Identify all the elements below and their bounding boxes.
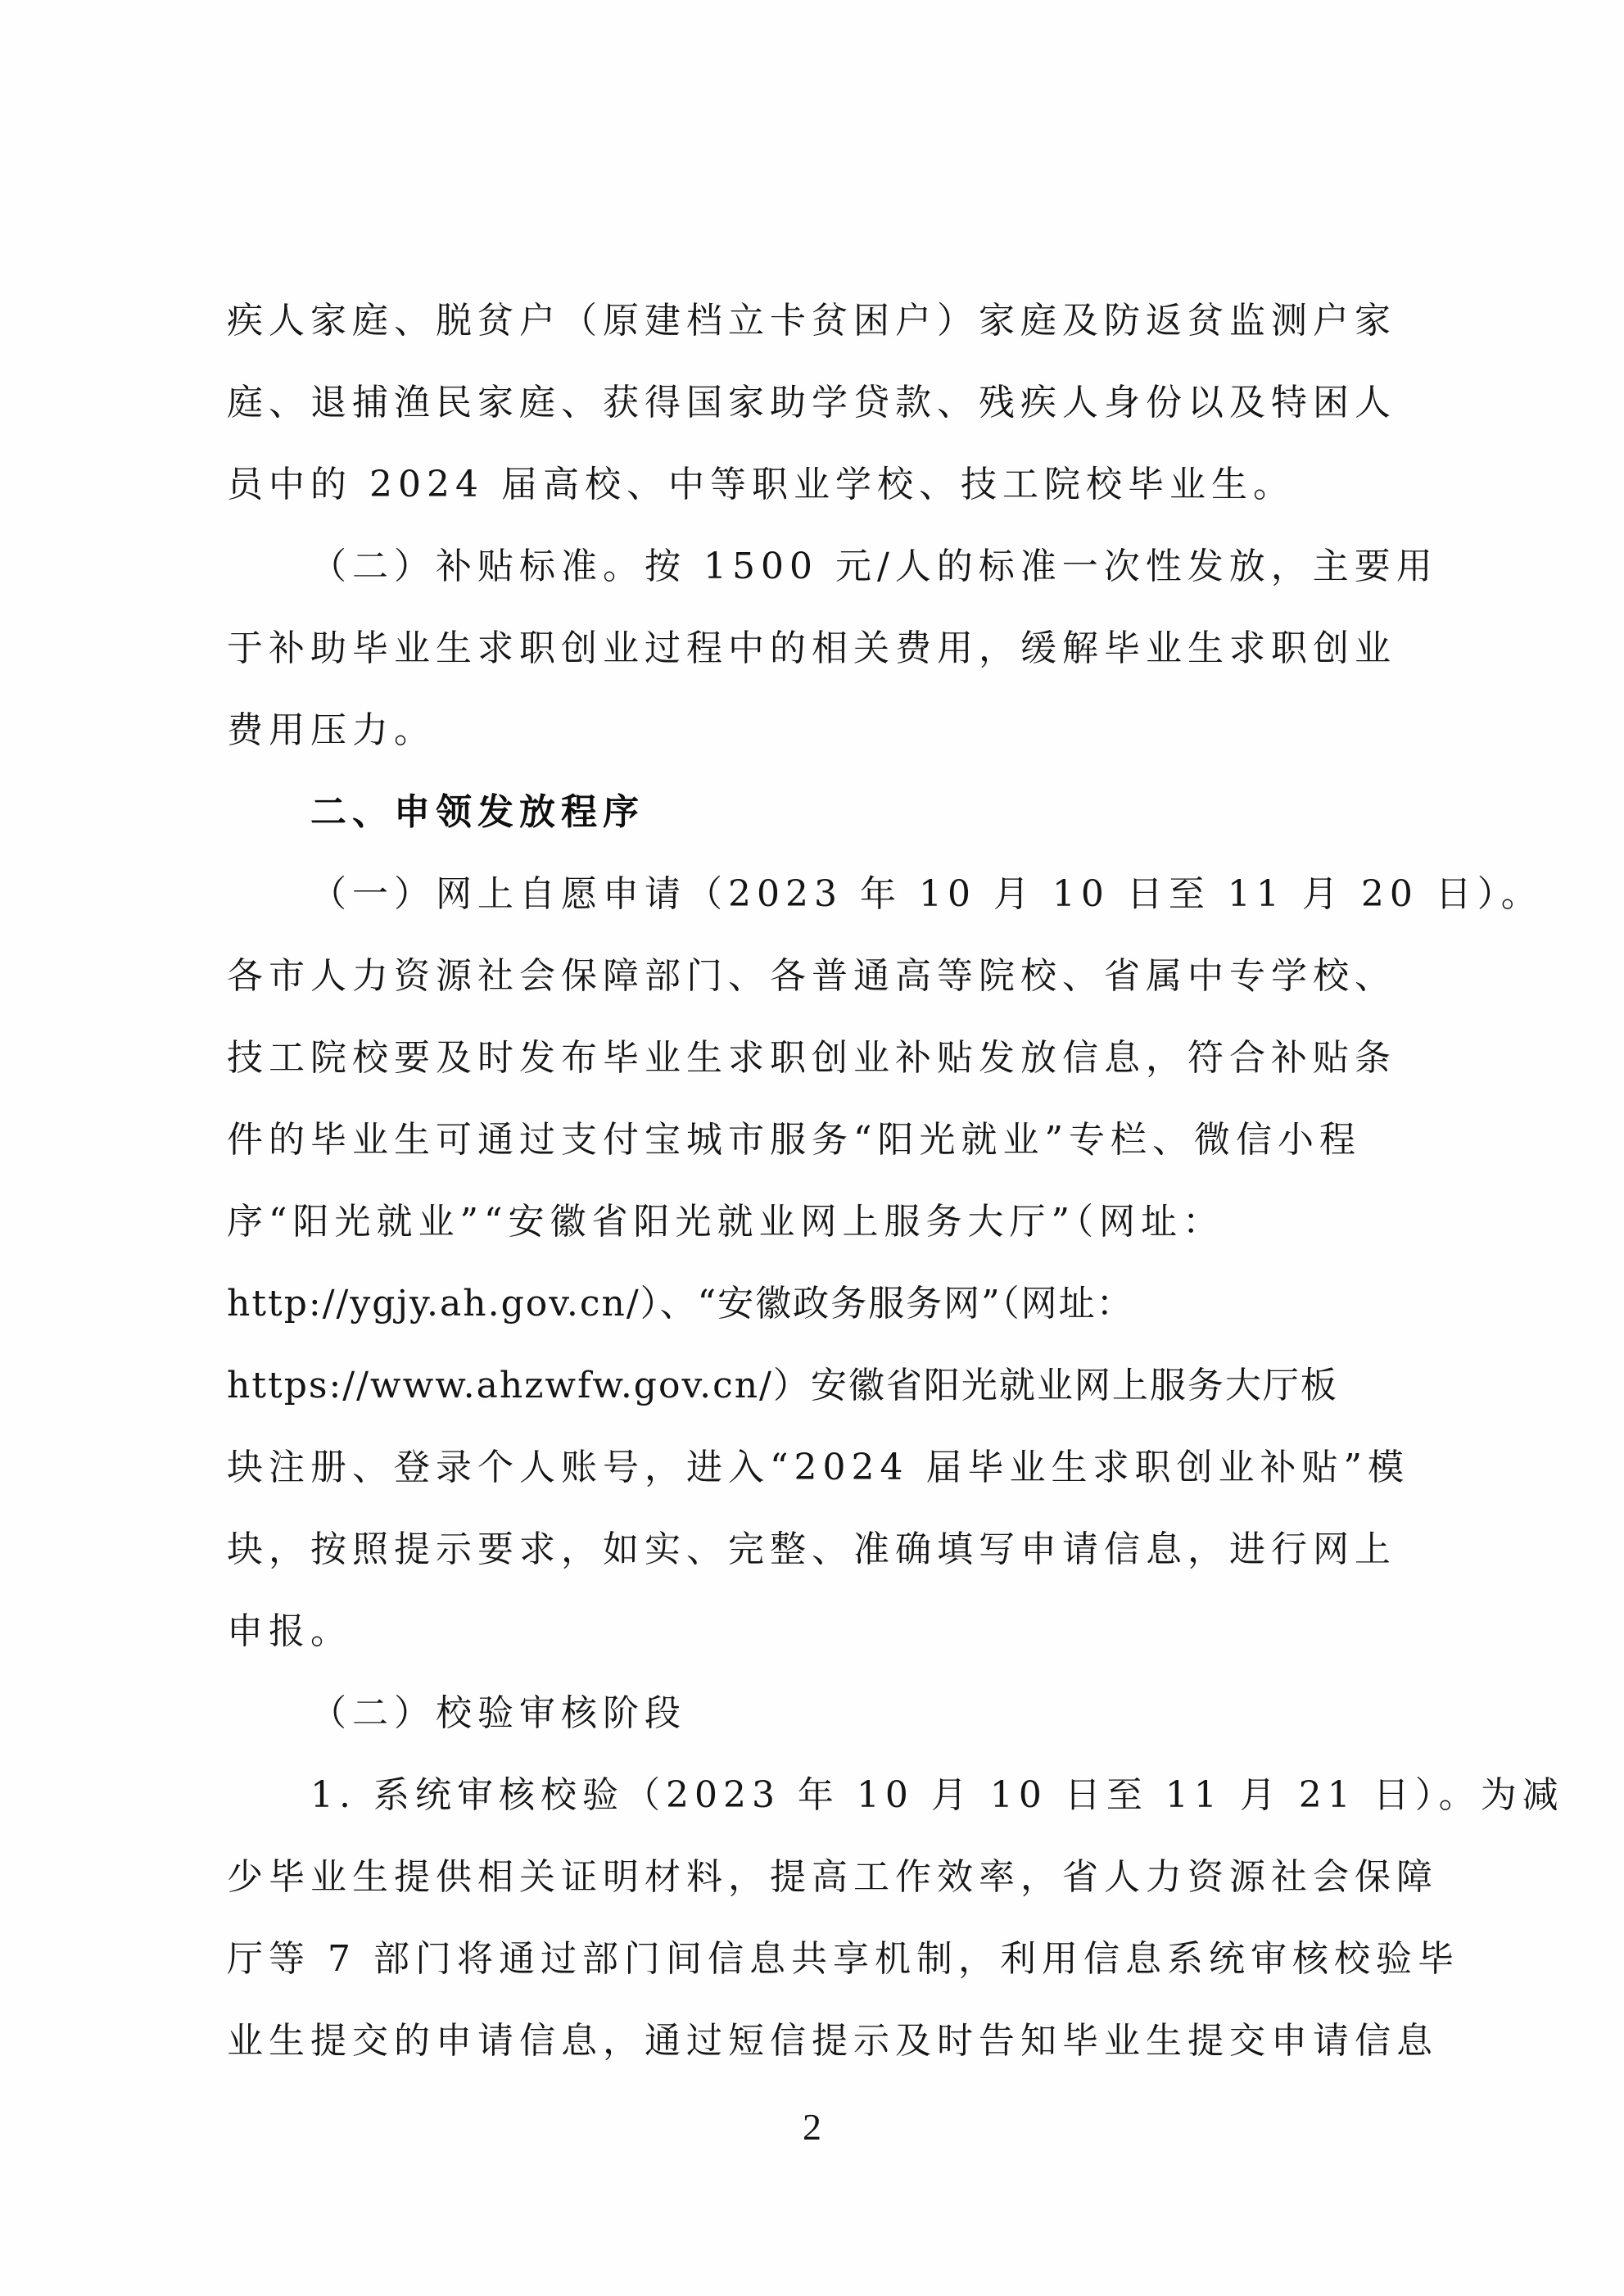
paragraph-line-verification-2: 少毕业生提供相关证明材料，提高工作效率，省人力资源社会保障 [227, 1856, 1438, 1898]
paragraph-line-subsidy-2: 于补助毕业生求职创业过程中的相关费用，缓解毕业生求职创业 [227, 627, 1396, 669]
paragraph-line-online-5: 序“阳光就业”“安徽省阳光就业网上服务大厅”（网址： [227, 1201, 1224, 1243]
paragraph-line-online-10: 申报。 [227, 1610, 352, 1652]
paragraph-line-online-4: 件的毕业生可通过支付宝城市服务“阳光就业”专栏、微信小程 [227, 1119, 1361, 1161]
paragraph-line-online-9: 块，按照提示要求，如实、完整、准确填写申请信息，进行网上 [227, 1528, 1396, 1570]
paragraph-line-eligibility-2: 庭、退捕渔民家庭、获得国家助学贷款、残疾人身份以及特困人 [227, 382, 1396, 423]
paragraph-line-online-url-1: http://ygjy.ah.gov.cn/）、“安徽政务服务网”（网址： [227, 1283, 1134, 1325]
subsection-subsidy-standard: （二）补贴标准。按 1500 元/人的标准一次性发放，主要用 [310, 546, 1438, 587]
paragraph-line-online-3: 技工院校要及时发布毕业生求职创业补贴发放信息，符合补贴条 [227, 1037, 1396, 1079]
paragraph-line-eligibility-3: 员中的 2024 届高校、中等职业学校、技工院校毕业生。 [227, 464, 1295, 505]
paragraph-line-subsidy-3: 费用压力。 [227, 709, 436, 751]
paragraph-line-online-2: 各市人力资源社会保障部门、各普通高等院校、省属中专学校、 [227, 955, 1396, 997]
subsection-online-application: （一）网上自愿申请（2023 年 10 月 10 日至 11 月 20 日）。 [310, 873, 1543, 915]
paragraph-line-verification-4: 业生提交的申请信息，通过短信提示及时告知毕业生提交申请信息 [227, 2020, 1438, 2062]
paragraph-line-verification-3: 厅等 7 部门将通过部门间信息共享机制，利用信息系统审核校验毕 [227, 1938, 1459, 1980]
paragraph-line-online-8: 块注册、登录个人账号，进入“2024 届毕业生求职创业补贴”模 [227, 1447, 1409, 1488]
section-heading-application-procedure: 二、申领发放程序 [310, 791, 645, 833]
paragraph-line-online-url-2: https://www.ahzwfw.gov.cn/）安徽省阳光就业网上服务大厅板 [227, 1365, 1338, 1406]
item-system-verification: 1. 系统审核校验（2023 年 10 月 10 日至 11 月 21 日）。为减 [310, 1774, 1564, 1816]
subsection-verification-review: （二）校验审核阶段 [310, 1692, 686, 1734]
page-number: 2 [803, 2106, 821, 2148]
paragraph-line-eligibility-1: 疾人家庭、脱贫户（原建档立卡贫困户）家庭及防返贫监测户家 [227, 300, 1396, 342]
